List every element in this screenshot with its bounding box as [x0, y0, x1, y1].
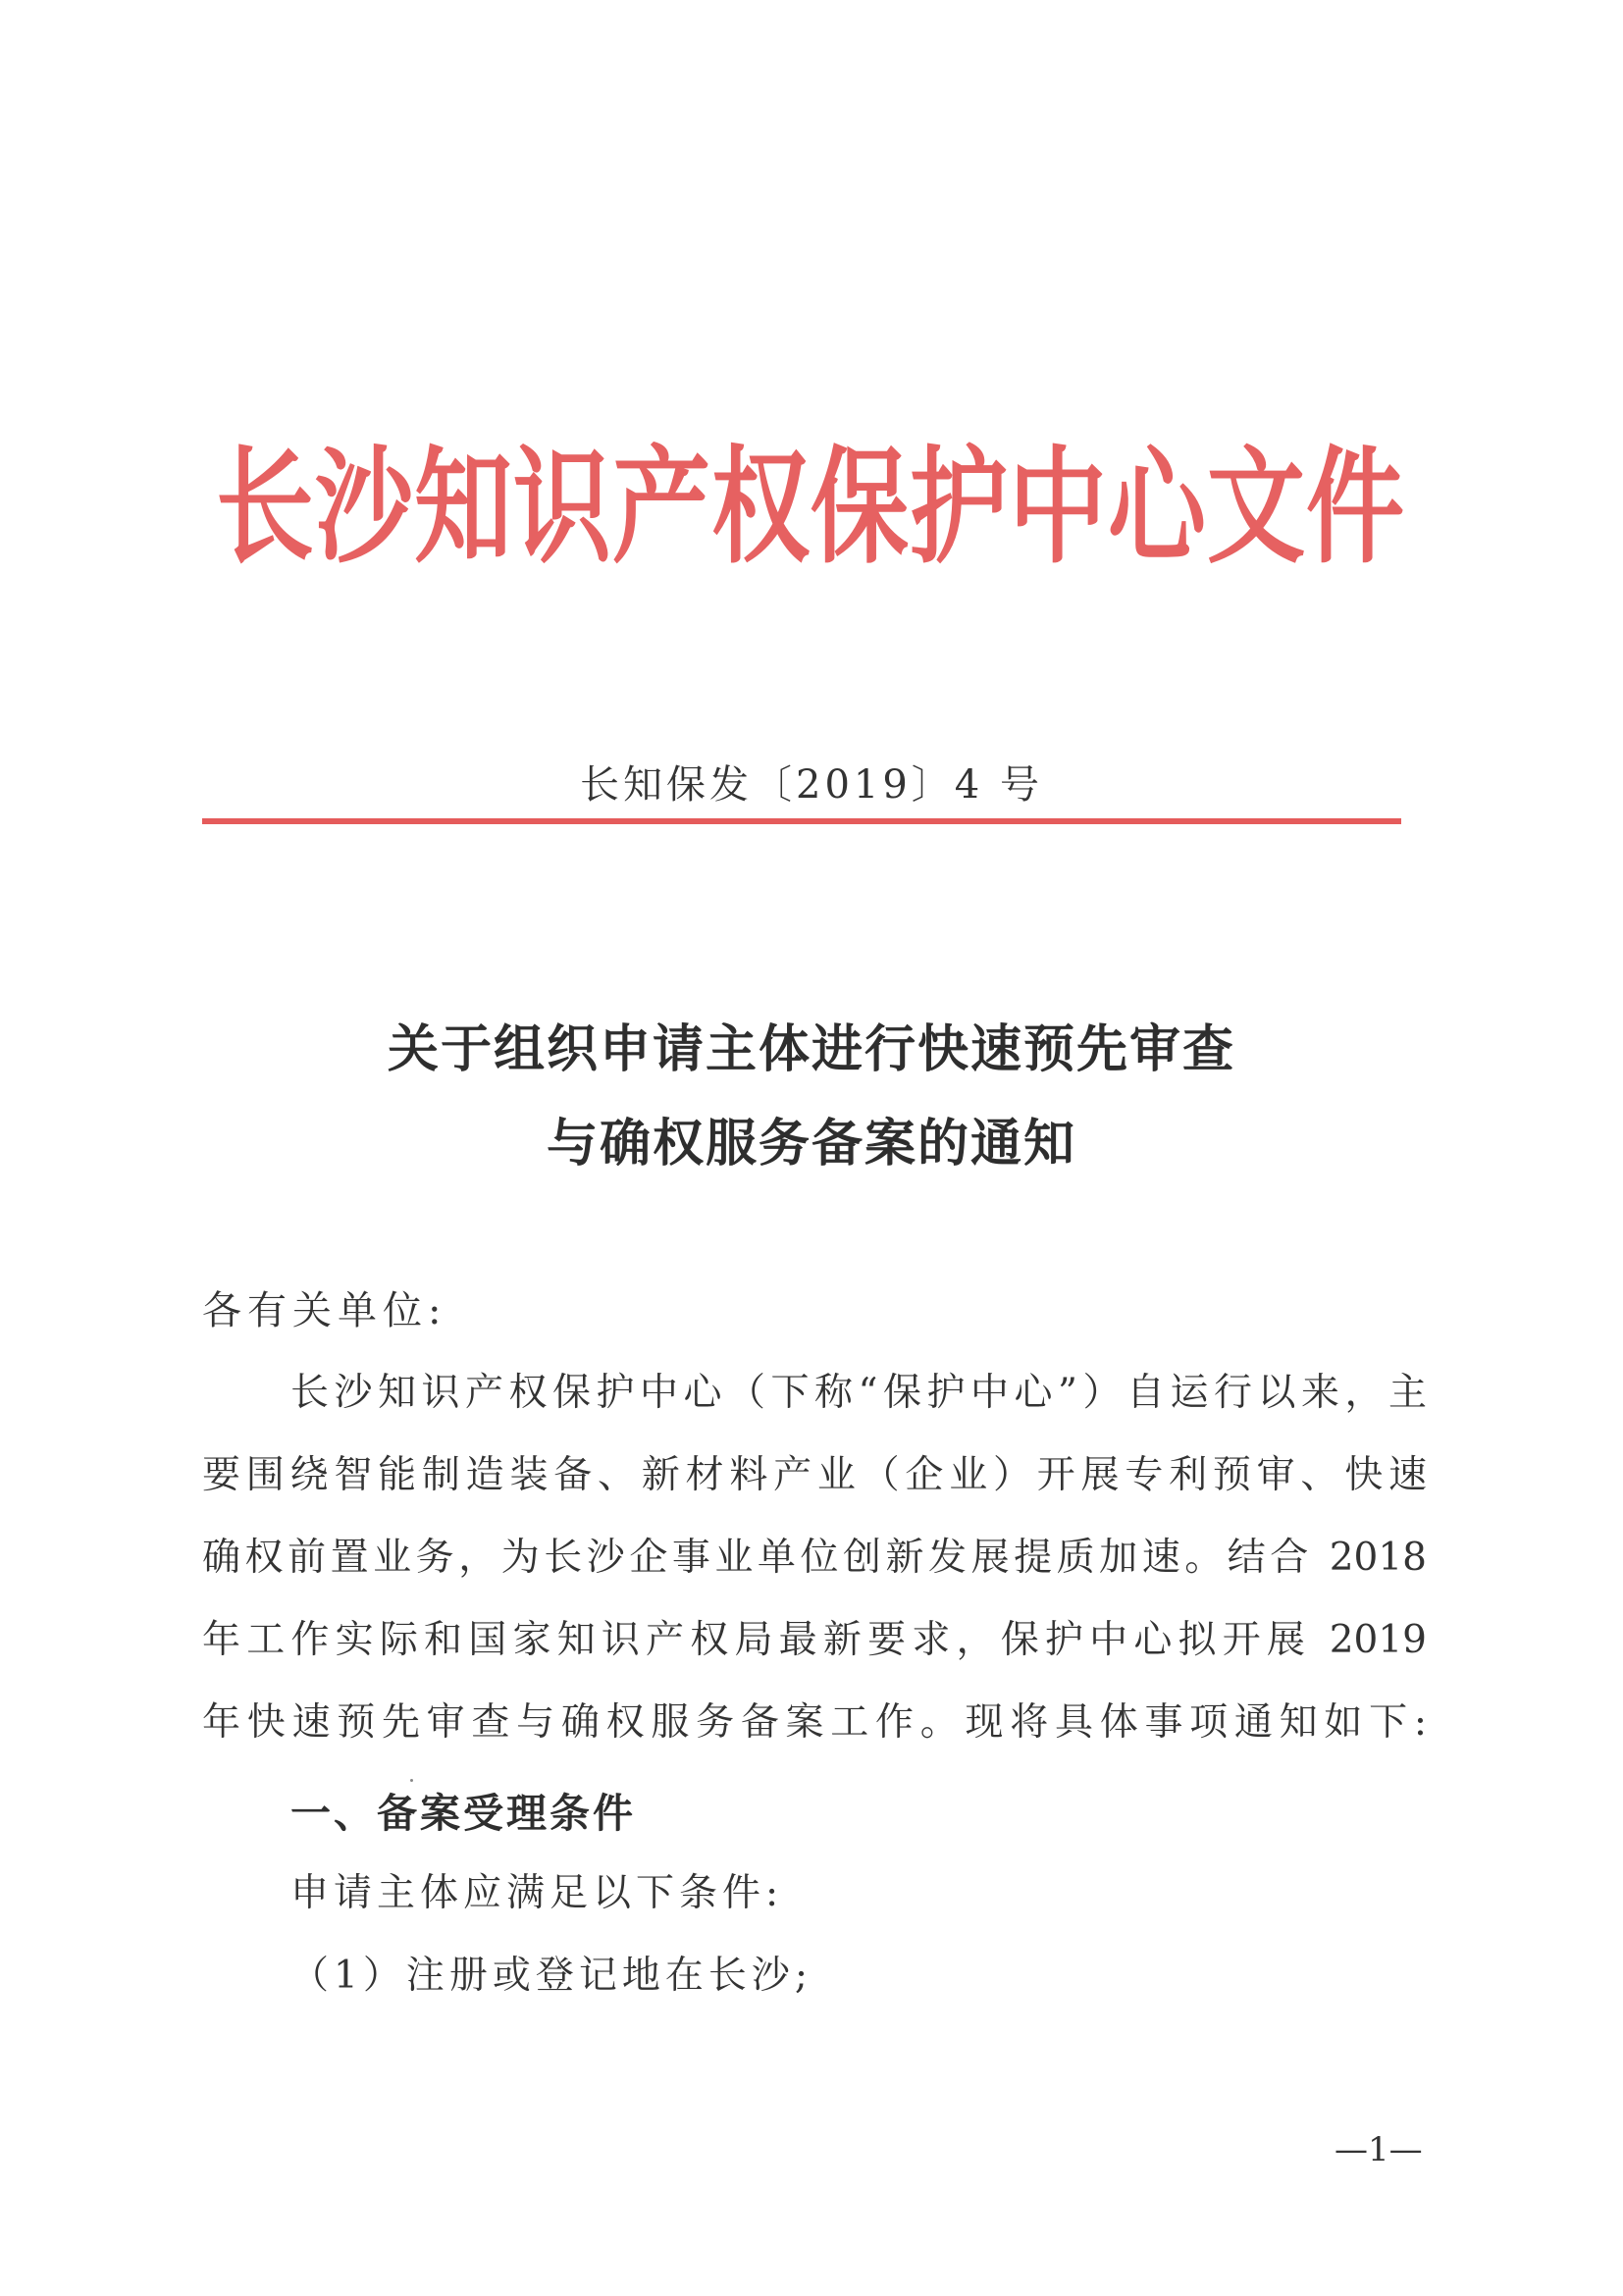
scan-speck [410, 1779, 413, 1782]
document-title-line-1: 关于组织申请主体进行快速预先审查 [387, 1019, 1235, 1079]
condition-item: （1）注册或登记地在长沙; [290, 1954, 812, 1998]
salutation: 各有关单位: [202, 1288, 447, 1333]
section-heading: 一、备案受理条件 [290, 1790, 636, 1837]
document-number: 长知保发〔2019〕4 号 [580, 762, 1043, 808]
conditions-intro: 申请主体应满足以下条件: [290, 1871, 784, 1915]
body-paragraph-line: 确权前置业务，为长沙企事业单位创新发展提质加速。结合 2018 [202, 1536, 1427, 1580]
page-number: —1— [1335, 2130, 1423, 2169]
red-divider-line [202, 818, 1401, 824]
body-paragraph-line: 长沙知识产权保护中心（下称“保护中心”）自运行以来，主 [290, 1371, 1427, 1415]
document-title-line-2: 与确权服务备案的通知 [546, 1114, 1076, 1174]
body-paragraph-line: 年工作实际和国家知识产权局最新要求，保护中心拟开展 2019 [202, 1618, 1427, 1662]
body-paragraph-line: 年快速预先审查与确权服务备案工作。现将具体事项通知如下: [202, 1700, 1427, 1745]
body-paragraph-line: 要围绕智能制造装备、新材料产业（企业）开展专利预审、快速 [202, 1453, 1427, 1497]
issuer-header: 长沙知识产权保护中心文件 [216, 432, 1405, 581]
